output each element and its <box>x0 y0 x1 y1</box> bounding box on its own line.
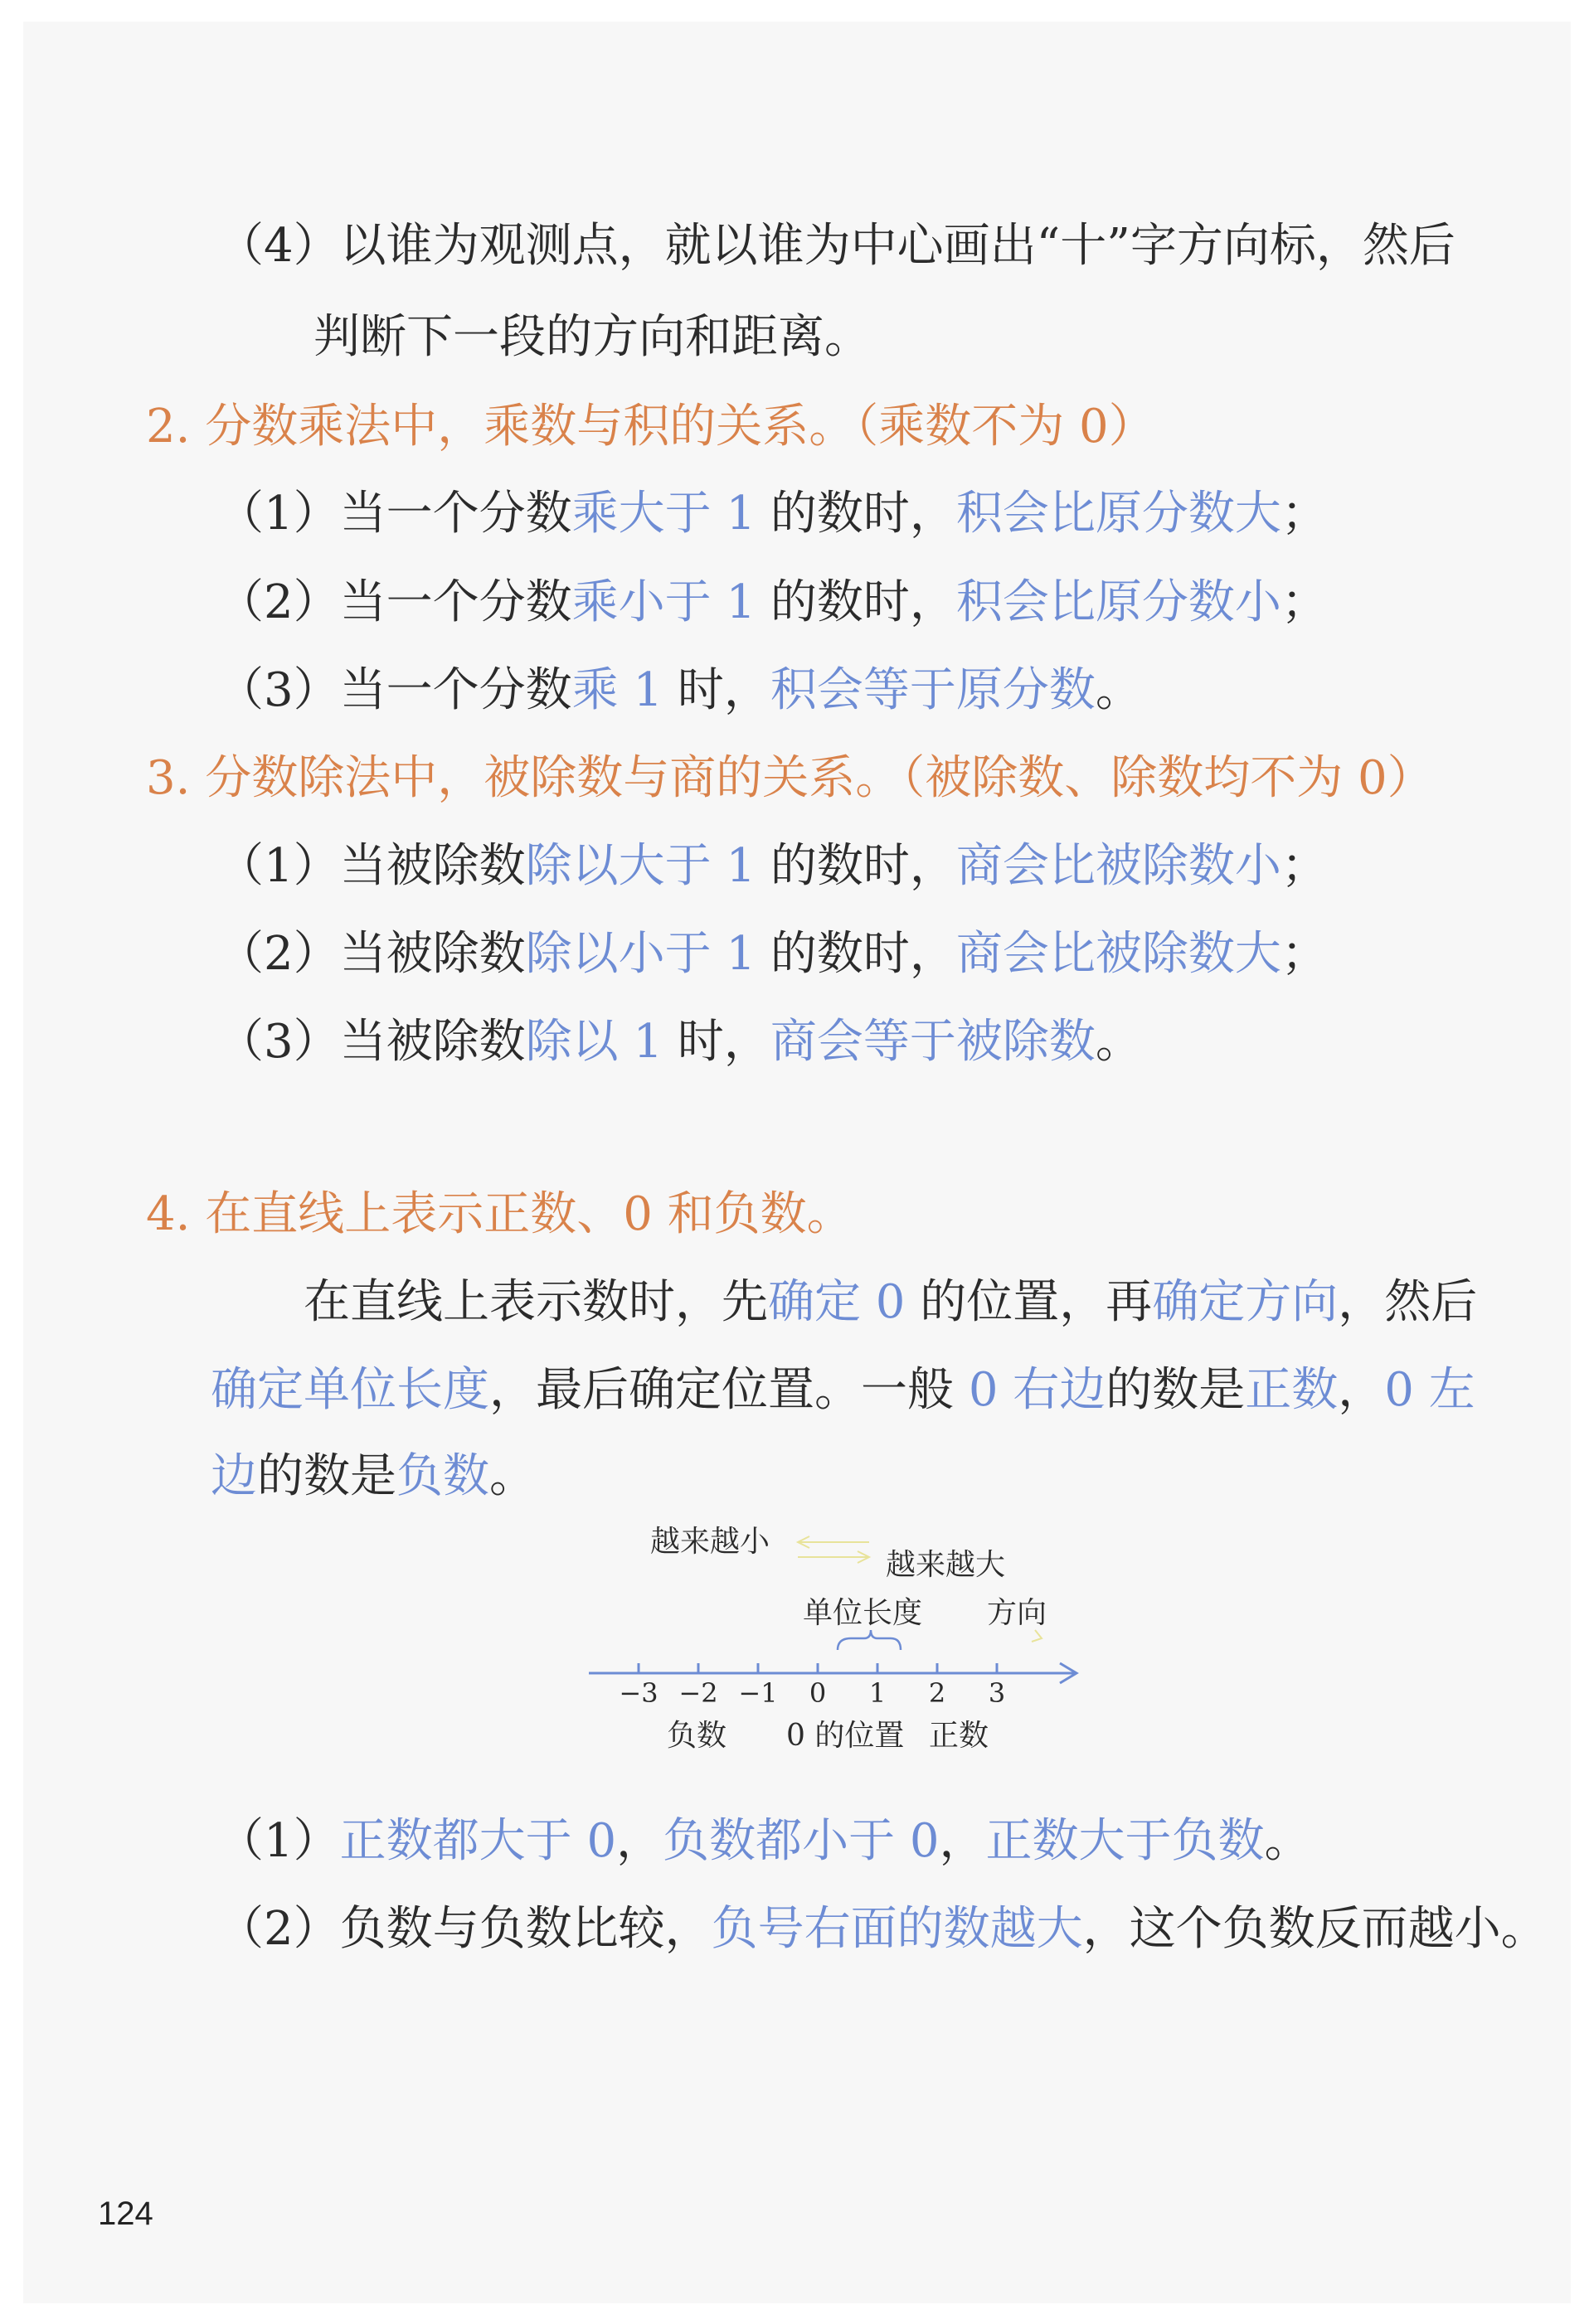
smaller-label: 越来越小 <box>650 1525 770 1559</box>
section2-item-1 <box>217 485 1328 543</box>
tick-label: 2 <box>928 1677 946 1709</box>
para-highlight: 确定单位长度 <box>211 1363 489 1417</box>
item-highlight: 商会等于被除数 <box>770 1015 1096 1069</box>
section4-item-1 <box>217 1812 1311 1870</box>
item-prefix: （1）当一个分数 <box>217 487 572 541</box>
item-highlight: 积会比原分数小 <box>955 575 1281 629</box>
item-end: ； <box>1281 487 1328 541</box>
item-highlight: 积会等于原分数 <box>770 663 1096 717</box>
positive-label: 正数 <box>929 1719 989 1753</box>
section3-item-2 <box>217 925 1328 983</box>
item-highlight: 乘小于 1 <box>571 575 756 629</box>
para-highlight: 负数 <box>396 1449 489 1503</box>
section4-item-2 <box>217 1900 1548 1958</box>
item-end: ； <box>1281 575 1328 629</box>
para-text: ，最后确定位置。一般 <box>489 1363 969 1417</box>
item-text: 。 <box>1264 1814 1311 1868</box>
larger-label: 越来越大 <box>886 1548 1006 1582</box>
item-highlight: 积会比原分数大 <box>955 487 1281 541</box>
item-end: 。 <box>1095 663 1142 717</box>
item-end: ； <box>1281 927 1328 981</box>
item-highlight: 除以 1 <box>525 1015 663 1069</box>
section3-item-1 <box>217 837 1328 895</box>
unit-length-label: 单位长度 <box>803 1596 923 1630</box>
direction-label: 方向 <box>987 1596 1047 1630</box>
item-highlight: 正数都大于 0 <box>339 1814 617 1868</box>
para-highlight: 0 右边 <box>968 1363 1106 1417</box>
item-mid: 时， <box>663 663 770 717</box>
tick-label: −1 <box>738 1677 778 1709</box>
direction-small-arrow <box>1032 1630 1042 1642</box>
item-prefix: （1）当被除数 <box>217 839 526 893</box>
para-text: 的数是 <box>1106 1363 1246 1417</box>
section2-heading: 2. 分数乘法中，乘数与积的关系。（乘数不为 0） <box>146 400 1155 454</box>
item-highlight: 除以大于 1 <box>525 839 756 893</box>
item-highlight: 正数大于负数 <box>985 1814 1265 1868</box>
para-text: 的位置，再 <box>905 1275 1153 1329</box>
item-prefix: （3）当一个分数 <box>217 663 572 717</box>
page-number: 124 <box>98 2195 153 2232</box>
para-highlight: 确定方向 <box>1152 1275 1339 1329</box>
para-highlight: 正数 <box>1245 1363 1339 1417</box>
item-mid: 的数时， <box>756 839 956 893</box>
para-highlight: 0 左 <box>1384 1363 1475 1417</box>
top-item-line1: （4）以谁为观测点，就以谁为中心画出“十”字方向标，然后 <box>217 219 1455 273</box>
section3-item-3 <box>217 1013 1142 1071</box>
para-text: 的数是 <box>257 1449 396 1503</box>
number-line-diagram <box>581 1517 1095 1766</box>
top-item-line2: 判断下一段的方向和距离。 <box>313 310 871 364</box>
item-highlight: 乘 1 <box>571 663 663 717</box>
section4-para-line3 <box>211 1448 536 1506</box>
para-text: 在直线上表示数时，先 <box>304 1275 768 1329</box>
item-prefix: （2）当被除数 <box>217 927 526 981</box>
section4-para-line1 <box>304 1274 1477 1332</box>
para-text: ， <box>1338 1363 1385 1417</box>
item-end: ； <box>1281 839 1328 893</box>
item-highlight: 乘大于 1 <box>571 487 756 541</box>
axis-ticks <box>639 1663 997 1673</box>
item-text: ，这个负数反而越小。 <box>1082 1902 1548 1956</box>
zero-position-label: 0 的位置 <box>786 1719 905 1753</box>
item-mid: 时， <box>663 1015 770 1069</box>
tick-label: −3 <box>619 1677 658 1709</box>
section2-item-3 <box>217 662 1142 720</box>
section3-heading: 3. 分数除法中，被除数与商的关系。（被除数、除数均不为 0） <box>146 751 1434 805</box>
item-highlight: 除以小于 1 <box>525 927 756 981</box>
negative-label: 负数 <box>667 1719 727 1753</box>
item-text: ， <box>939 1814 986 1868</box>
item-text: ， <box>616 1814 663 1868</box>
item-end: 。 <box>1095 1015 1142 1069</box>
tick-label: 0 <box>809 1677 827 1709</box>
item-prefix: （1） <box>217 1814 340 1868</box>
item-highlight: 商会比被除数小 <box>955 839 1281 893</box>
item-highlight: 商会比被除数大 <box>955 927 1281 981</box>
tick-label: −2 <box>678 1677 718 1709</box>
unit-length-brace <box>838 1630 901 1650</box>
para-highlight: 确定 0 <box>768 1275 906 1329</box>
section4-para-line2 <box>211 1361 1475 1419</box>
item-mid: 的数时， <box>756 927 956 981</box>
para-text: ，然后 <box>1338 1275 1478 1329</box>
tick-label: 3 <box>988 1677 1006 1709</box>
item-prefix: （2）当一个分数 <box>217 575 572 629</box>
para-highlight: 边 <box>211 1449 257 1503</box>
section2-item-2 <box>217 574 1328 632</box>
item-prefix: （2）负数与负数比较， <box>217 1902 712 1956</box>
tick-label: 1 <box>868 1677 887 1709</box>
item-highlight: 负号右面的数越大 <box>711 1902 1083 1956</box>
item-highlight: 负数都小于 0 <box>663 1814 940 1868</box>
section4-heading: 4. 在直线上表示正数、0 和负数。 <box>146 1187 853 1241</box>
para-text: 。 <box>489 1449 536 1503</box>
item-mid: 的数时， <box>756 487 956 541</box>
item-prefix: （3）当被除数 <box>217 1015 526 1069</box>
item-mid: 的数时， <box>756 575 956 629</box>
